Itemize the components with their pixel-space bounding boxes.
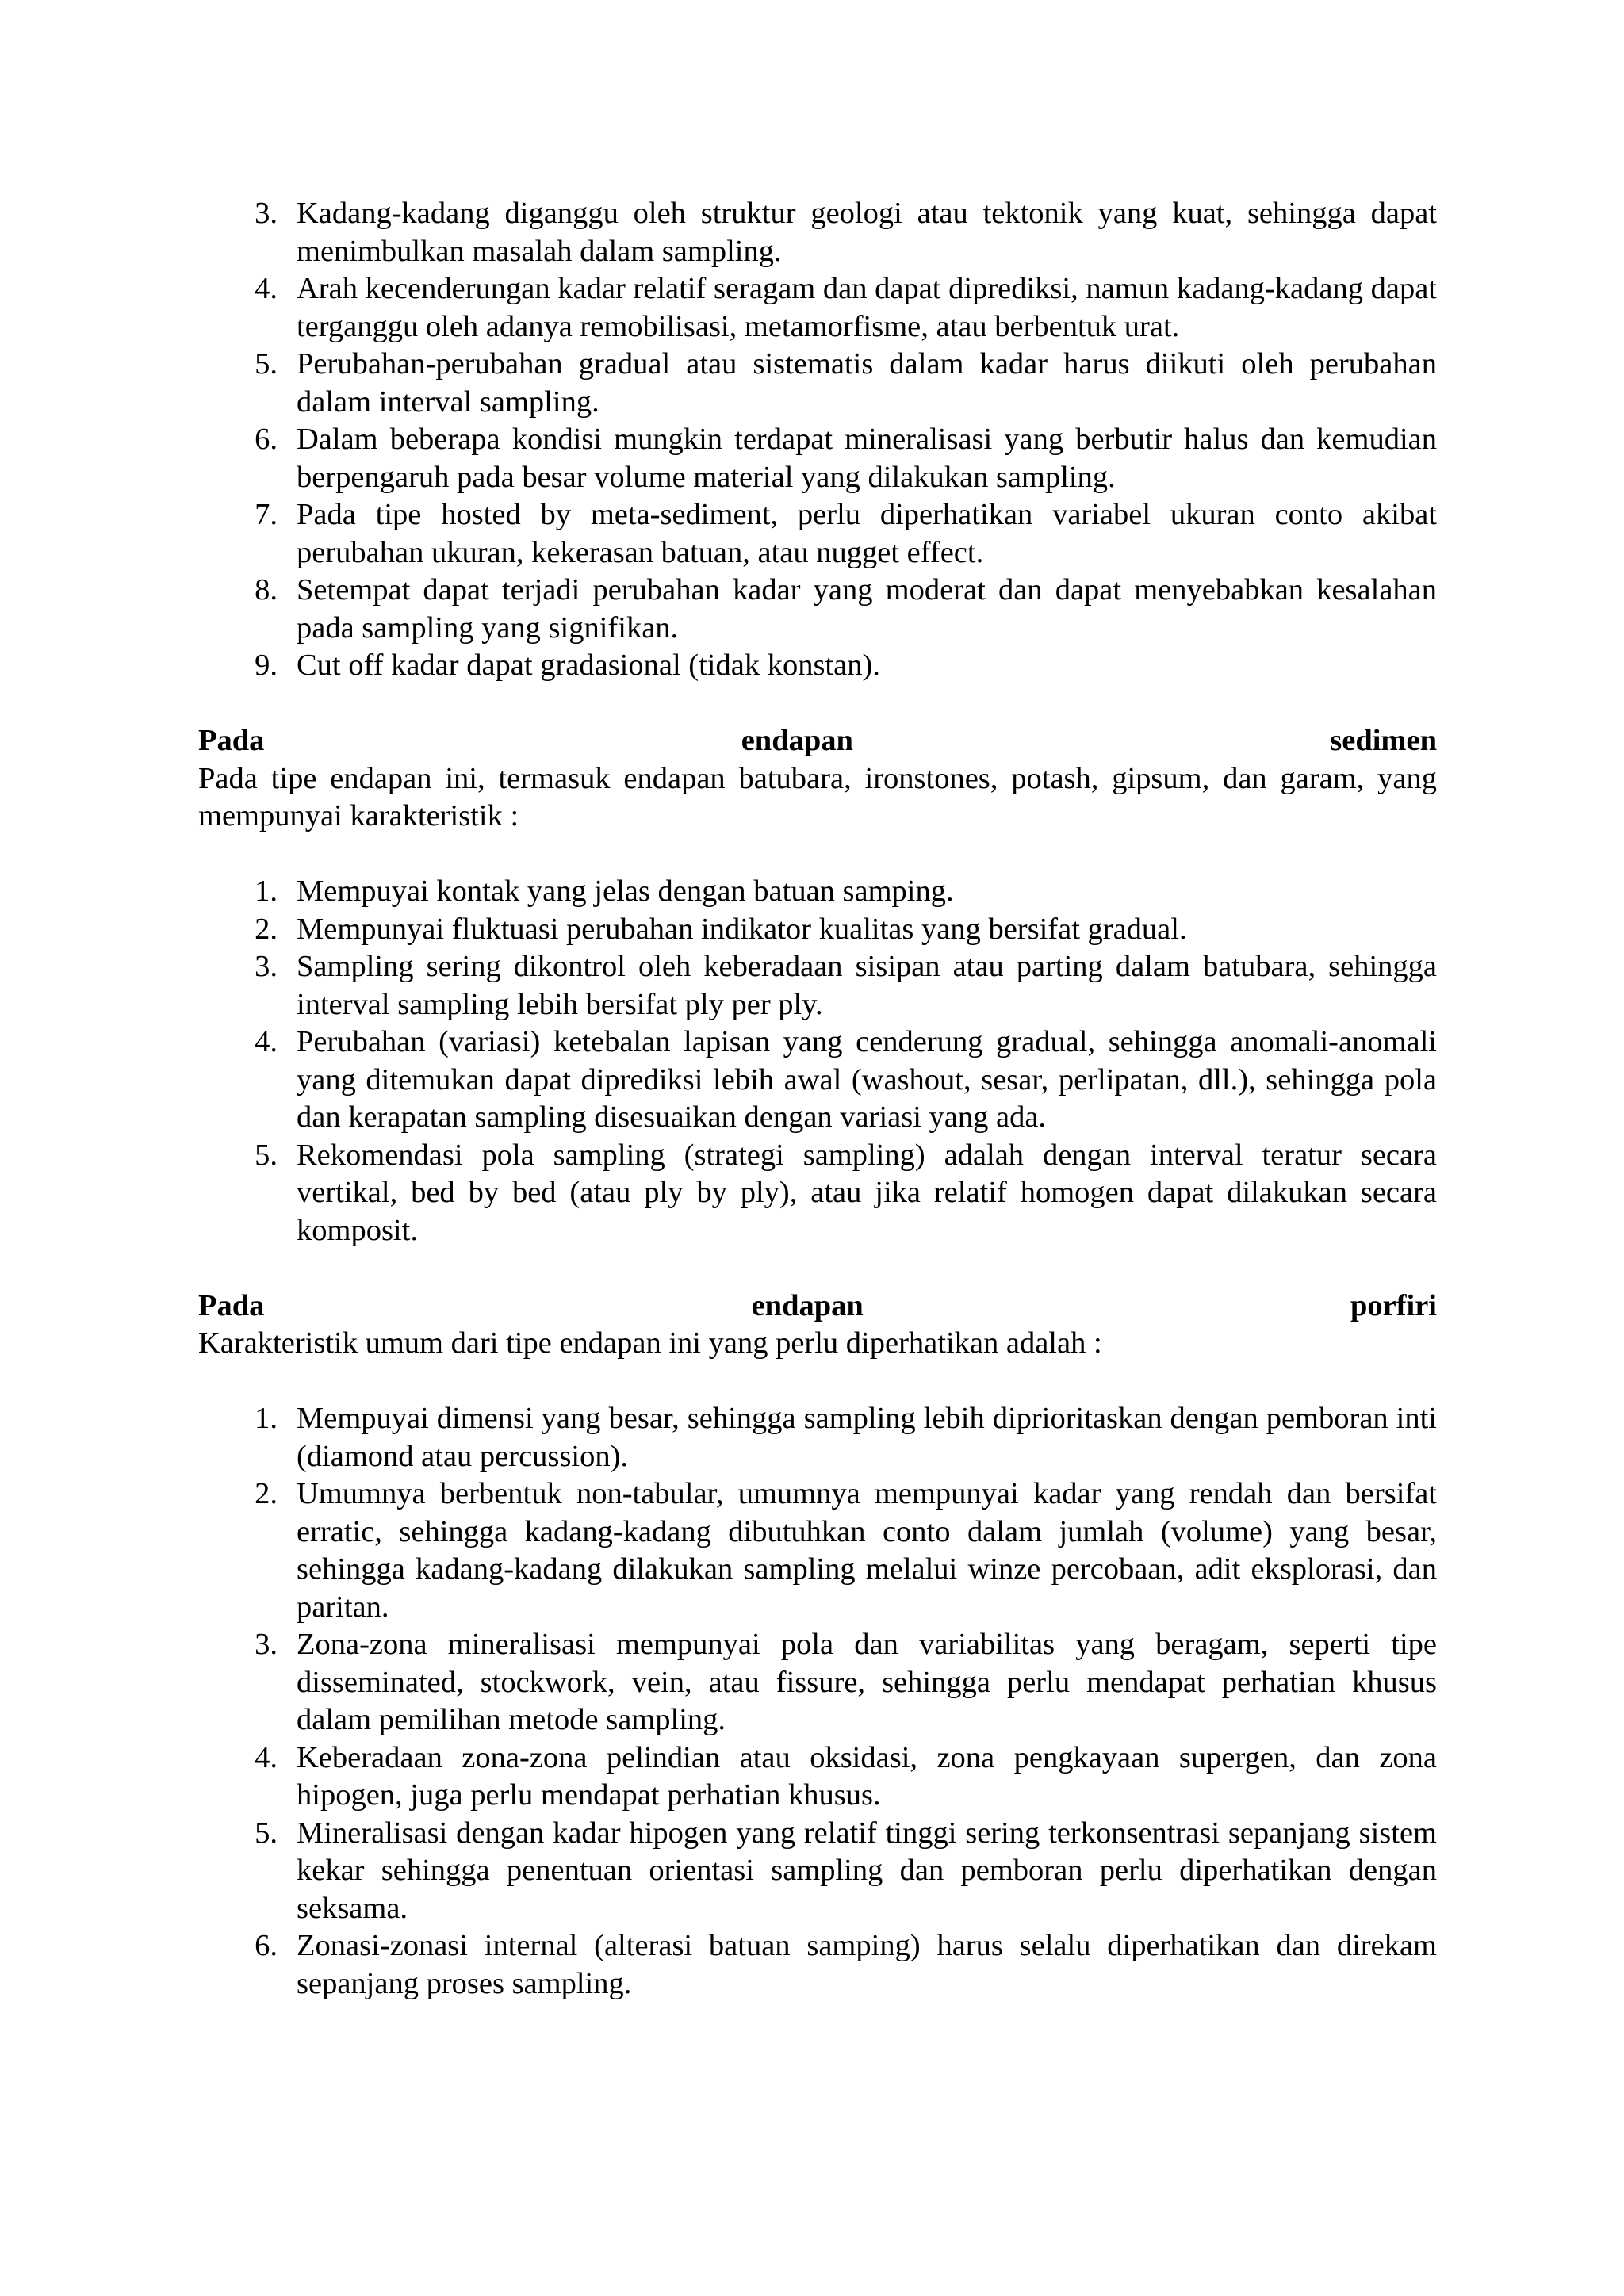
list-text: Mempunyai fluktuasi perubahan indikator kualitas yang bersifat gradual. xyxy=(297,912,1187,946)
list-text: Umumnya berbentuk non-tabular, umumnya mempunyai kadar yang rendah dan bersifat erratic, sehingga kadang-kadang dibutuhkan conto dalam jumlah (volume) yang besar, sehingga kadang-kadang dilakukan sampling melalui winze percobaan, adit eksplorasi, dan paritan. xyxy=(297,1477,1437,1624)
list-number: 2. xyxy=(255,1477,278,1510)
list-item xyxy=(198,1137,1437,1250)
spacer xyxy=(198,836,1437,874)
list-item xyxy=(198,1475,1437,1626)
list-item xyxy=(198,647,1437,685)
list-text: Setempat dapat terjadi perubahan kadar yang moderat dan dapat menyebabkan kesalahan pada sampling yang signifikan. xyxy=(297,573,1437,645)
list-number: 3. xyxy=(255,950,278,983)
list-text: Zonasi-zonasi internal (alterasi batuan samping) harus selalu diperhatikan dan direkam sepanjang proses sampling. xyxy=(297,1929,1437,2000)
list-number: 4. xyxy=(255,272,278,305)
list-text: Mempuyai dimensi yang besar, sehingga sampling lebih diprioritaskan dengan pemboran inti (diamond atau percussion). xyxy=(297,1402,1437,1473)
heading-word: endapan xyxy=(751,1288,864,1322)
list-porfiri xyxy=(198,1400,1437,2003)
list-number: 6. xyxy=(255,1929,278,1962)
list-text: Arah kecenderungan kadar relatif seragam dan dapat diprediksi, namun kadang-kadang dapat terganggu oleh adanya remobilisasi, metamorfisme, atau berbentuk urat. xyxy=(297,272,1437,343)
list-item xyxy=(198,1815,1437,1928)
list-number: 2. xyxy=(255,912,278,946)
spacer xyxy=(198,685,1437,723)
list-number: 5. xyxy=(255,1138,278,1172)
heading-word: endapan xyxy=(741,724,853,757)
section-intro-porfiri: Karakteristik umum dari tipe endapan ini yang perlu diperhatikan adalah : xyxy=(198,1326,1102,1360)
heading-word: Pada xyxy=(198,1288,265,1322)
list-text: Pada tipe hosted by meta-sediment, perlu diperhatikan variabel ukuran conto akibat perubahan ukuran, kekerasan batuan, atau nugget effect. xyxy=(297,498,1437,569)
list-item xyxy=(198,1400,1437,1475)
list-item xyxy=(198,911,1437,949)
list-text: Cut off kadar dapat gradasional (tidak konstan). xyxy=(297,649,880,682)
list-item xyxy=(198,421,1437,496)
list-number: 1. xyxy=(255,1402,278,1435)
list-number: 3. xyxy=(255,197,278,230)
section-heading-sedimen xyxy=(198,722,1437,760)
list-number: 1. xyxy=(255,874,278,908)
list-number: 5. xyxy=(255,1816,278,1850)
list-text: Perubahan-perubahan gradual atau sistematis dalam kadar harus diikuti oleh perubahan dalam interval sampling. xyxy=(297,347,1437,419)
list-text: Kadang-kadang diganggu oleh struktur geologi atau tektonik yang kuat, sehingga dapat menimbulkan masalah dalam sampling. xyxy=(297,197,1437,268)
list-number: 9. xyxy=(255,649,278,682)
list-text: Mineralisasi dengan kadar hipogen yang relatif tinggi sering terkonsentrasi sepanjang sistem kekar sehingga penentuan orientasi sampling dan pemboran perlu diperhatikan dengan seksama. xyxy=(297,1816,1437,1925)
list-text: Rekomendasi pola sampling (strategi sampling) adalah dengan interval teratur secara vertikal, bed by bed (atau ply by ply), atau jika relatif homogen dapat dilakukan secara komposit. xyxy=(297,1138,1437,1247)
list-number: 4. xyxy=(255,1740,278,1774)
list-item xyxy=(198,195,1437,270)
list-item xyxy=(198,496,1437,572)
spacer xyxy=(198,1249,1437,1288)
section-intro-sedimen: Pada tipe endapan ini, termasuk endapan batubara, ironstones, potash, gipsum, dan garam, yang mempunyai karakteristik : xyxy=(198,761,1437,832)
list-text: Zona-zona mineralisasi mempunyai pola dan variabilitas yang beragam, seperti tipe disseminated, stockwork, vein, atau fissure, sehingga perlu mendapat perhatian khusus dalam pemilihan metode sampling. xyxy=(297,1628,1437,1736)
list-number: 3. xyxy=(255,1628,278,1661)
spacer xyxy=(198,1363,1437,1401)
list-number: 8. xyxy=(255,573,278,607)
list-item xyxy=(198,270,1437,346)
heading-word: porfiri xyxy=(1350,1288,1437,1322)
list-number: 5. xyxy=(255,347,278,381)
list-text: Mempuyai kontak yang jelas dengan batuan samping. xyxy=(297,874,954,908)
list-item xyxy=(198,1024,1437,1137)
list-text: Keberadaan zona-zona pelindian atau oksidasi, zona pengkayaan supergen, dan zona hipogen, juga perlu mendapat perhatian khusus. xyxy=(297,1740,1437,1812)
list-item xyxy=(198,948,1437,1024)
list-number: 4. xyxy=(255,1025,278,1058)
heading-word: Pada xyxy=(198,724,265,757)
page-content xyxy=(198,195,1437,2003)
list-item xyxy=(198,1927,1437,2003)
list-text: Dalam beberapa kondisi mungkin terdapat mineralisasi yang berbutir halus dan kemudian berpengaruh pada besar volume material yang dilakukan sampling. xyxy=(297,423,1437,494)
list-item xyxy=(198,1739,1437,1815)
list-text: Sampling sering dikontrol oleh keberadaan sisipan atau parting dalam batubara, sehingga interval sampling lebih bersifat ply per ply. xyxy=(297,950,1437,1021)
list-item xyxy=(198,873,1437,911)
list-item xyxy=(198,572,1437,647)
heading-word: sedimen xyxy=(1330,724,1437,757)
list-number: 7. xyxy=(255,498,278,531)
list-item xyxy=(198,1626,1437,1739)
list-text: Perubahan (variasi) ketebalan lapisan yang cenderung gradual, sehingga anomali-anomali yang ditemukan dapat diprediksi lebih awal (washout, sesar, perlipatan, dll.), sehingga pola dan kerapatan sampling disesuaikan dengan variasi yang ada. xyxy=(297,1025,1437,1134)
section-heading-porfiri xyxy=(198,1288,1437,1326)
list-sedimen xyxy=(198,873,1437,1249)
list-continued xyxy=(198,195,1437,685)
list-number: 6. xyxy=(255,423,278,456)
list-item xyxy=(198,346,1437,421)
